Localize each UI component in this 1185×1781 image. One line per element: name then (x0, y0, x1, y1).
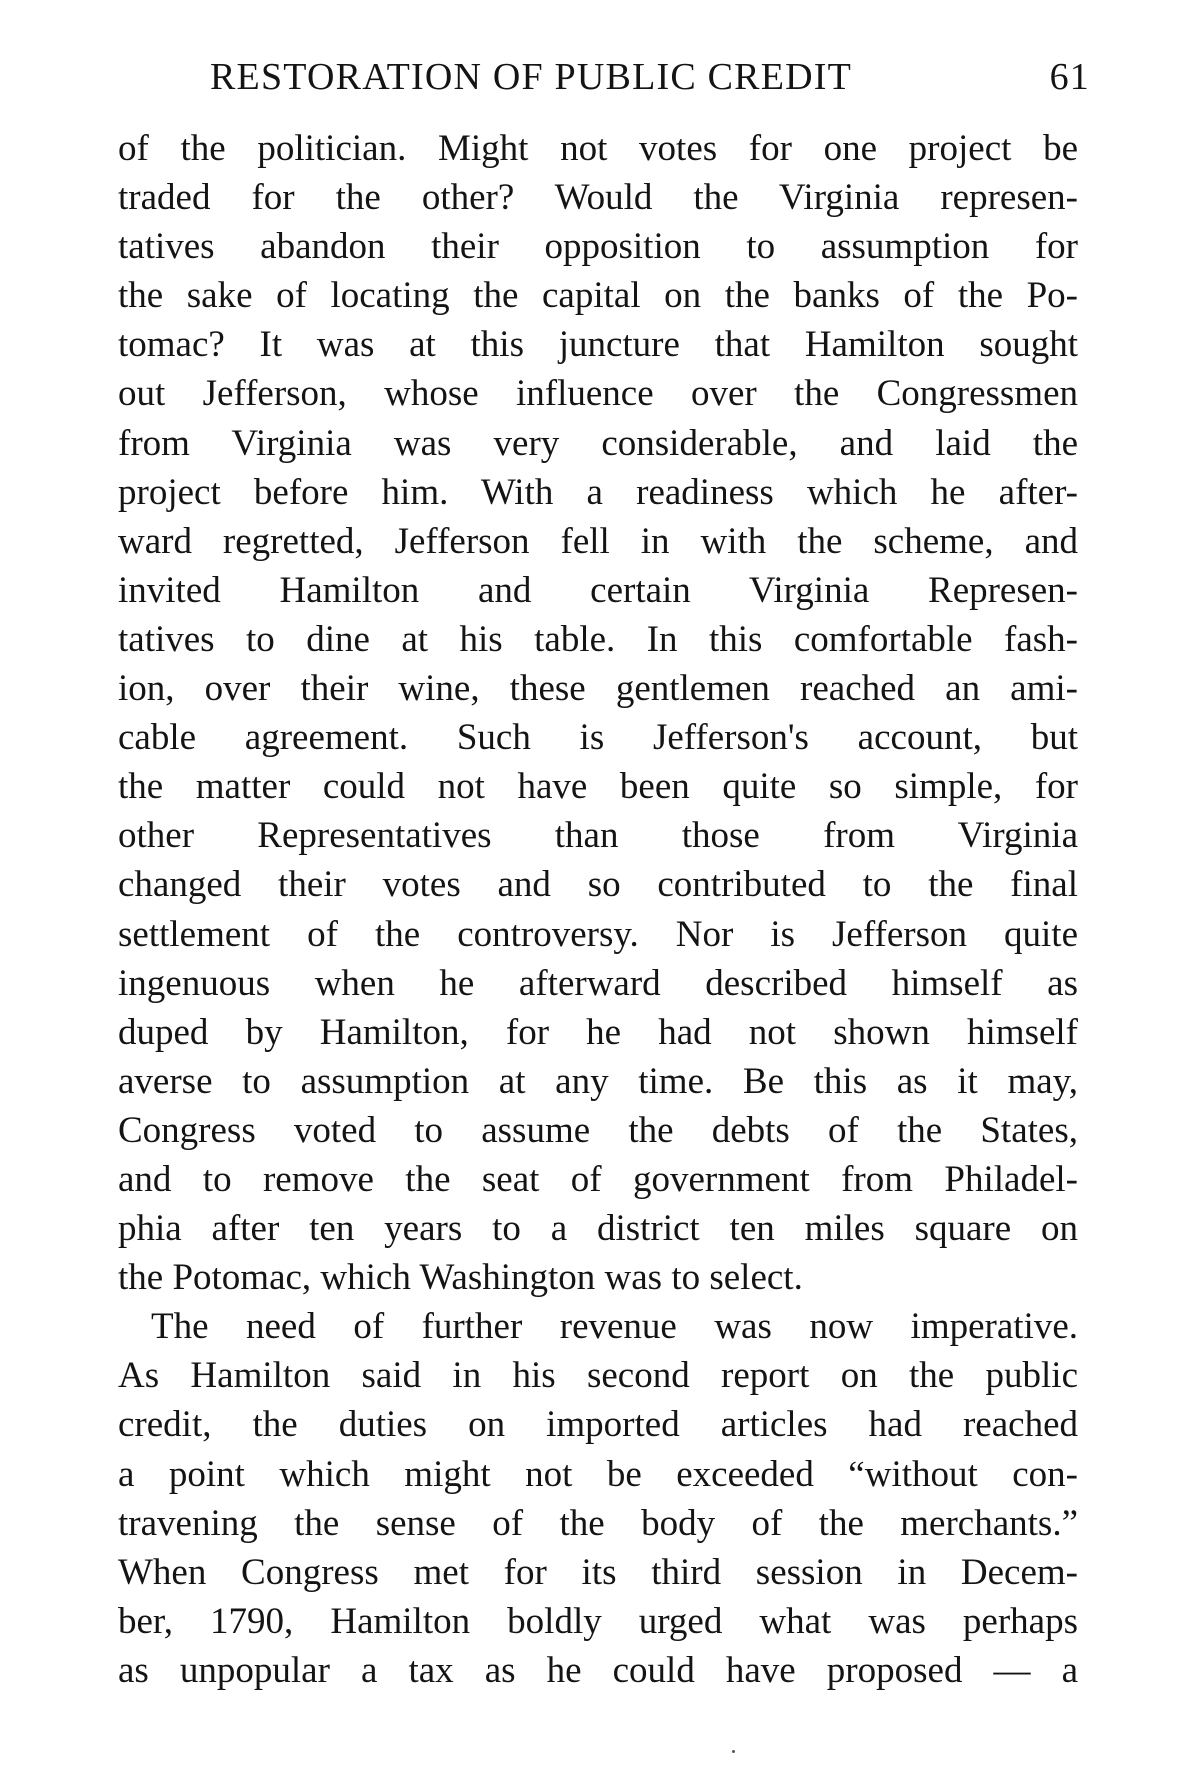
ink-speck (732, 1750, 735, 1753)
paragraph-2 (118, 1302, 1078, 1695)
text-line: ber, 1790, Hamilton boldly urged what was perhaps (118, 1600, 1078, 1642)
text-line: When Congress met for its third session in Decem- (118, 1551, 1078, 1593)
text-line: the matter could not have been quite so simple, for (118, 766, 1078, 808)
text-line: other Representatives than those from Virginia (118, 815, 1078, 857)
running-title: RESTORATION OF PUBLIC CREDIT (210, 56, 853, 98)
text-line: settlement of the controversy. Nor is Jefferson quite (118, 913, 1078, 955)
text-line: tomac? It was at this juncture that Hamilton sought (118, 324, 1078, 366)
text-line: averse to assumption at any time. Be this as it may, (118, 1060, 1078, 1102)
text-line: credit, the duties on imported articles had reached (118, 1404, 1078, 1446)
text-line: tatives to dine at his table. In this comfortable fash- (118, 618, 1078, 660)
text-line: changed their votes and so contributed to the final (118, 864, 1078, 906)
text-line: ingenuous when he afterward described himself as (118, 962, 1078, 1004)
text-line: travening the sense of the body of the merchants.” (118, 1502, 1078, 1544)
text-line: from Virginia was very considerable, and laid the (118, 422, 1078, 464)
text-line: as unpopular a tax as he could have proposed — a (118, 1649, 1078, 1691)
text-line: a point which might not be exceeded “without con- (118, 1453, 1078, 1495)
text-line: tatives abandon their opposition to assumption for (118, 226, 1078, 268)
page-number: 61 (1049, 56, 1090, 98)
paragraph-1 (118, 124, 1078, 1302)
text-line: duped by Hamilton, for he had not shown himself (118, 1011, 1078, 1053)
text-line: ion, over their wine, these gentlemen reached an ami- (118, 668, 1078, 710)
text-line: Congress voted to assume the debts of the States, (118, 1109, 1078, 1151)
text-line: As Hamilton said in his second report on the public (118, 1355, 1078, 1397)
text-line: the Potomac, which Washington was to select. (118, 1257, 803, 1299)
text-line: of the politician. Might not votes for one project be (118, 128, 1078, 169)
text-line: out Jefferson, whose influence over the Congressmen (118, 373, 1078, 415)
text-line: ward regretted, Jefferson fell in with the scheme, and (118, 520, 1078, 562)
text-line: traded for the other? Would the Virginia represen- (118, 177, 1078, 219)
running-head (210, 50, 1090, 104)
text-line: phia after ten years to a district ten miles square on (118, 1208, 1078, 1250)
text-line: invited Hamilton and certain Virginia Represen- (118, 569, 1078, 611)
text-line: the sake of locating the capital on the banks of the Po- (118, 275, 1078, 317)
text-line: and to remove the seat of government from Philadel- (118, 1158, 1078, 1200)
body-text (118, 124, 1078, 1695)
text-line: The need of further revenue was now imperative. (151, 1306, 1078, 1348)
text-line: project before him. With a readiness which he after- (118, 471, 1078, 513)
text-line: cable agreement. Such is Jefferson's account, but (118, 717, 1078, 759)
